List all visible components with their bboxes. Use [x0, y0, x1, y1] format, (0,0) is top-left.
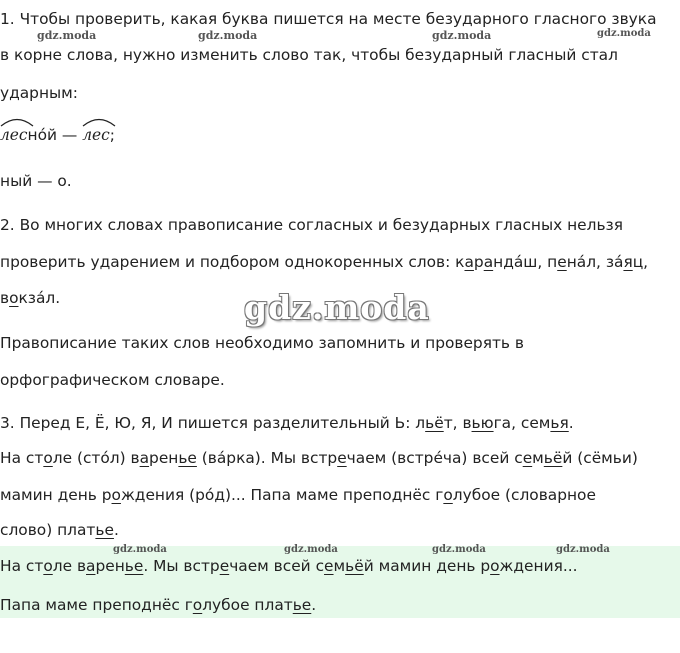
- p2-line1: 2. Во многих словах правописание согласных и безударных гласных нельзя: [0, 216, 623, 234]
- p2-line4: Правописание таких слов необходимо запомнить и проверять в: [0, 334, 524, 352]
- p1-line3: ударным:: [0, 84, 78, 102]
- example-suffix: нóй —: [27, 126, 83, 144]
- watermark: gdz.moda: [597, 28, 651, 39]
- answer-line1: На столе варенье. Мы встречаем всей семьёй мамин день рождения...: [0, 557, 578, 575]
- p1-example: [0, 125, 115, 145]
- watermark: gdz.moda: [432, 29, 492, 42]
- p2-line2: проверить ударением и подбором однокоренных слов: карандáш, пенáл, зáяц,: [0, 253, 649, 271]
- root-arc-mark: [82, 115, 116, 127]
- watermark: gdz.moda: [37, 29, 97, 42]
- answer-line2: Папа маме преподнёс голубое платье.: [0, 596, 317, 614]
- p3-line3: мамин день рождения (рóд)... Папа маме преподнёс голубое (словарное: [0, 486, 596, 504]
- example-end: ;: [109, 126, 115, 144]
- root-arc-1: [0, 125, 28, 145]
- p1-line1: 1. Чтобы проверить, какая буква пишется на месте безударного гласного звука: [0, 10, 657, 28]
- p2-line3: вокзáл.: [0, 289, 61, 307]
- center-watermark: gdz.moda: [244, 288, 430, 327]
- p3-line4: слово) платье.: [0, 521, 119, 539]
- example-root-2: лес: [82, 126, 110, 144]
- p3-line2: На столе (стóл) варенье (вáрка). Мы встречаем (встрéча) всей семьёй (сёмьи): [0, 449, 638, 467]
- example-root-1: лес: [0, 126, 28, 144]
- watermark: gdz.moda: [113, 544, 167, 555]
- root-arc-2: [82, 125, 110, 145]
- watermark: gdz.moda: [556, 544, 610, 555]
- watermark: gdz.moda: [198, 29, 258, 42]
- p1-line2: в корне слова, нужно изменить слово так, чтобы безударный гласный стал: [0, 46, 618, 64]
- root-arc-mark: [0, 115, 34, 127]
- watermark: gdz.moda: [432, 544, 486, 555]
- p3-line1: 3. Перед Е, Ё, Ю, Я, И пишется разделительный Ь: льёт, вьюга, семья.: [0, 414, 574, 432]
- p2-line5: орфографическом словаре.: [0, 371, 225, 389]
- watermark: gdz.moda: [284, 544, 338, 555]
- p1-line5: ный — о.: [0, 172, 72, 190]
